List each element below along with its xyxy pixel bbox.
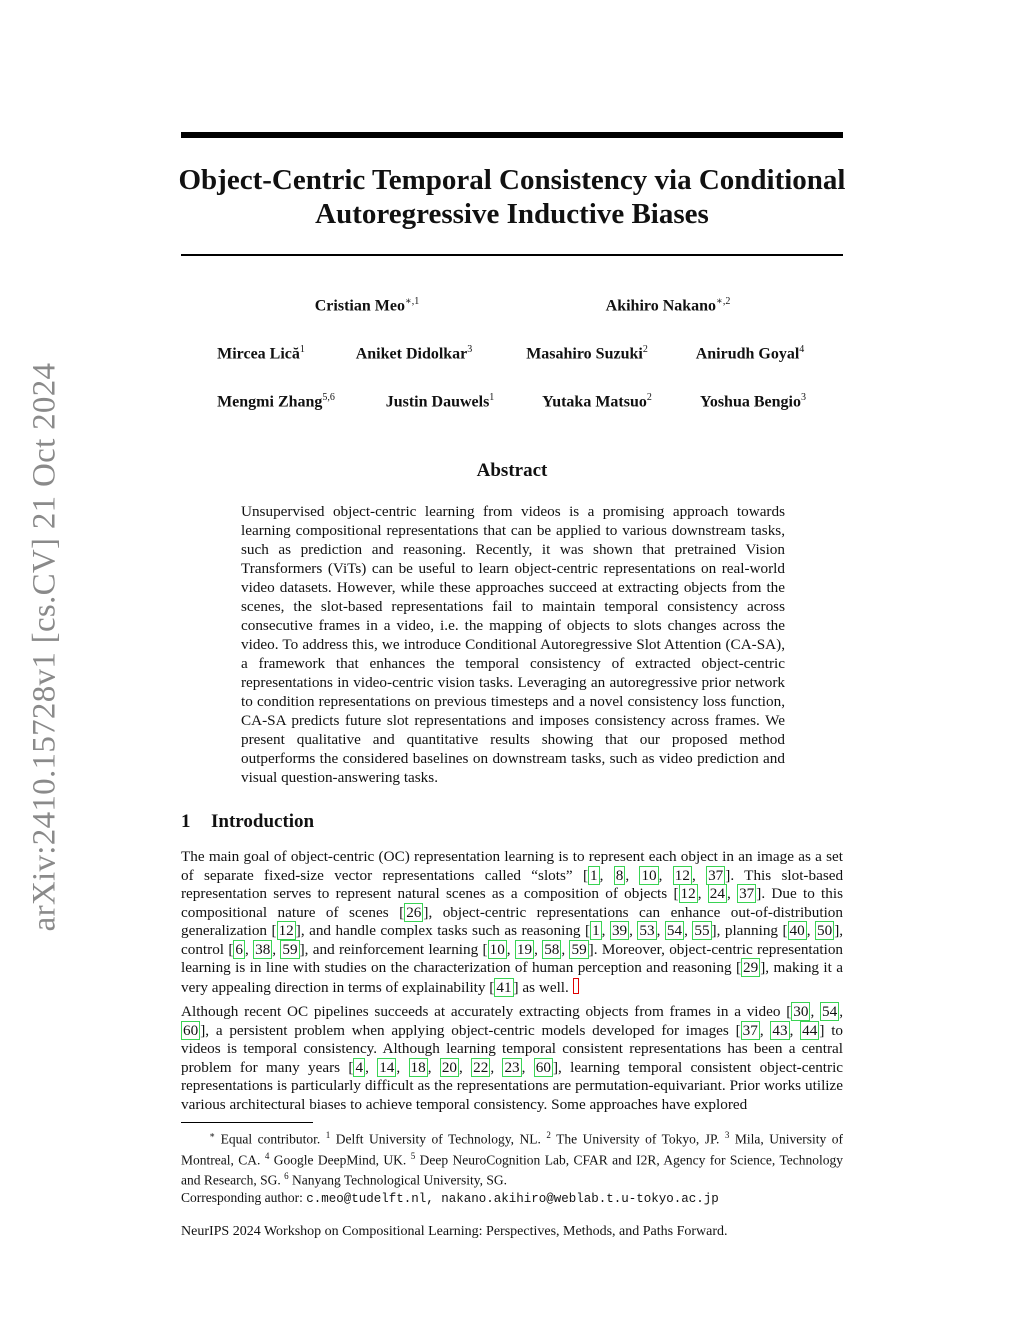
- citation-link[interactable]: 50: [817, 922, 833, 939]
- footnote-text: Delft University of Technology, NL.: [330, 1131, 547, 1147]
- author-affiliation: 3: [800, 392, 806, 403]
- citation-link[interactable]: 37: [708, 866, 724, 884]
- author-affiliation: 1: [299, 344, 305, 355]
- citation-link[interactable]: 40: [789, 922, 805, 939]
- text-run: , planning: [716, 922, 783, 939]
- footnote-marker: ∗: [209, 1130, 216, 1140]
- arxiv-identifier-text: arXiv:2410.15728v1 [cs.CV] 21 Oct 2024: [26, 362, 63, 932]
- citation-link[interactable]: 26: [406, 903, 422, 921]
- author-name: Yutaka Matsuo: [542, 393, 647, 411]
- author-affiliation: ∗,2: [716, 296, 731, 307]
- citation-group: [494, 978, 513, 997]
- title-top-rule: [181, 132, 843, 138]
- citation-link[interactable]: 38: [255, 940, 271, 958]
- author-affiliation: 4: [799, 344, 805, 355]
- citation-group: [741, 958, 760, 977]
- title-line-2: Autoregressive Inductive Biases: [315, 198, 709, 230]
- citation-link[interactable]: 43: [772, 1021, 788, 1039]
- footnote-affiliations: [181, 1127, 843, 1189]
- citation-group: 30 , 54 , 60: [183, 1003, 843, 1039]
- text-run: , and handle complex tasks such as reasoning: [300, 922, 585, 939]
- footnote-text: Mila, University of Montreal, CA.: [181, 1131, 844, 1167]
- text-run: . Due to this compositional nature of scenes: [181, 885, 844, 921]
- footnote-text: Google DeepMind, UK.: [269, 1152, 411, 1167]
- citation-group: 40 , 50: [789, 922, 833, 939]
- author: [217, 392, 335, 411]
- citation-group: 6 , 38 , 59: [235, 940, 298, 958]
- arxiv-identifier: [28, 352, 62, 942]
- citation-link[interactable]: 8: [615, 866, 624, 884]
- citation-link[interactable]: 53: [639, 922, 655, 939]
- author-name: Justin Dauwels: [385, 393, 490, 411]
- author-affiliation: 1: [489, 392, 495, 403]
- footnote-marker: 1: [325, 1130, 331, 1140]
- section-heading: [181, 811, 314, 833]
- citation-group: [404, 903, 423, 922]
- section-title: Introduction: [211, 811, 315, 832]
- citation-link[interactable]: 54: [666, 922, 683, 939]
- citation-group: 1 , 8 , 10 , 12 , 37: [590, 866, 724, 884]
- intro-paragraph-1: The main goal of object-centric (OC) representation learning is to represent each object in an image as a set of separate fixed-size vector representations called “slots” [ 1 , 8 , 10 , 12 , 37 ]. This slot-based representation serves to represent natural scenes as a composition of objects [ 12 , 24 , 37 ]. Due to this compositional nature of scenes [ 26 ], object-centric representations can enhance out-of-distribution generalization [ 12 ], and handle complex tasks such as reasoning [ 1 , 39 , 53 , 54 , 55 ], planning [ 40 , 50 ], control [ 6 , 38 , 59 ], and reinforcement learning [ 10 , 19 , 58 , 59 ]. Moreover, object-centric representation learning is in line with studies on the characterization of human perception and reasoning [ 29 ], making it a very appealing direction in terms of explainability [ 41 ] as well.: [181, 848, 844, 996]
- author-affiliation: 3: [467, 344, 473, 355]
- citation-link[interactable]: 23: [504, 1058, 520, 1076]
- citation-link[interactable]: 59: [571, 940, 587, 958]
- text-run: , object-centric representations can enhance out-of-distribution generalization: [181, 903, 843, 939]
- footnote-text: The University of Tokyo, JP.: [550, 1131, 725, 1147]
- footnote-text: Equal contributor.: [215, 1131, 326, 1147]
- footnote-marker: 2: [546, 1130, 551, 1140]
- author: [217, 344, 305, 363]
- text-run: as well.: [518, 978, 569, 996]
- author: [526, 344, 648, 363]
- footnote-text: Nanyang Technological University, SG.: [288, 1172, 507, 1188]
- author-name: Mircea Lică: [217, 345, 300, 363]
- author: [696, 344, 805, 363]
- corresponding-emails[interactable]: c.meo@tudelft.nl, nakano.akihiro@weblab.t.u-tokyo.ac.jp: [306, 1191, 719, 1206]
- paper-title: [150, 163, 874, 231]
- citation-link[interactable]: 18: [410, 1058, 426, 1076]
- footnote-rule: [181, 1122, 313, 1123]
- citation-group: 37 , 43 , 44: [742, 1021, 818, 1039]
- author: [542, 392, 652, 411]
- title-bottom-rule: [181, 254, 843, 256]
- author-name: Anirudh Goyal: [695, 345, 800, 363]
- section-number: 1: [181, 811, 191, 832]
- text-run: The main goal of object-centric (OC) representation learning is to represent each object in an image as a set of separate fixed-size vector representations called “slots”: [181, 848, 843, 884]
- author-affiliation: 2: [646, 392, 652, 403]
- citation-link[interactable]: 39: [611, 922, 628, 939]
- text-run: , a persistent problem when applying object-centric models developed for images: [205, 1021, 736, 1039]
- corresponding-label: Corresponding author:: [181, 1189, 307, 1205]
- citation-link[interactable]: 20: [441, 1058, 457, 1076]
- citation-link[interactable]: 55: [694, 922, 710, 939]
- citation-link[interactable]: 4: [355, 1058, 364, 1076]
- text-run: , learning temporal consistent object-centric representations is particularly difficult as the representations are permutation-equivariant. Prior works utilize various architectural biases to achieve temporal consistency. Some approaches have explored: [181, 1058, 844, 1113]
- citation-link[interactable]: 6: [235, 940, 243, 958]
- citation-link[interactable]: 60: [535, 1058, 551, 1076]
- citation-link[interactable]: 37: [739, 885, 755, 902]
- citation-link[interactable]: 41: [496, 978, 512, 996]
- footnote-marker: 6: [284, 1171, 289, 1181]
- citation-link[interactable]: 30: [793, 1003, 809, 1020]
- citation-link[interactable]: 1: [590, 866, 598, 884]
- abstract-heading: Abstract: [476, 460, 548, 481]
- citation-link[interactable]: 12: [680, 885, 696, 902]
- citation-link[interactable]: 24: [709, 885, 725, 902]
- author-name: Yoshua Bengio: [700, 393, 801, 411]
- citation-link[interactable]: 10: [641, 866, 657, 884]
- author-affiliation: 5,6: [322, 392, 335, 403]
- citation-group: [277, 921, 296, 940]
- citation-link[interactable]: 44: [802, 1021, 818, 1039]
- citation-group: 10 , 19 , 58 , 59: [489, 940, 587, 958]
- citation-link[interactable]: 29: [743, 959, 759, 976]
- footnote-text: Deep NeuroCognition Lab, CFAR and I2R, Agency for Science, Technology and Research, SG.: [181, 1152, 843, 1188]
- citation-link[interactable]: 12: [278, 922, 294, 939]
- footnote-marker: 5: [410, 1150, 416, 1161]
- author: [356, 344, 473, 363]
- text-run: . This slot-based representation serves to represent natural scenes as a composition of objects: [181, 866, 844, 902]
- citation-group: 4 , 14 , 18 , 20 , 22 , 23 , 60: [355, 1058, 551, 1076]
- citation-link[interactable]: 19: [516, 940, 533, 958]
- author-name: Cristian Meo: [314, 297, 405, 315]
- author-affiliation: 2: [642, 344, 648, 355]
- author-name: Masahiro Suzuki: [526, 345, 643, 363]
- author-name: Aniket Didolkar: [355, 345, 468, 363]
- author-name: Akihiro Nakano: [605, 297, 717, 315]
- author: [606, 296, 731, 315]
- footnote-link-box[interactable]: [573, 978, 579, 994]
- text-run: , control: [181, 922, 844, 958]
- intro-paragraph-2: Although recent OC pipelines succeeds at accurately extracting objects from frames in a video [ 30 , 54 , 60 ], a persistent problem when applying object-centric models developed for images [ 37 , 43 , 44 ] to videos is temporal consistency. Although learning temporal consistent representations has been a central problem for many years [ 4 , 14 , 18 , 20 , 22 , 23 , 60 ], learning temporal consistent object-centric representations is particularly difficult as the representations are permutation-equivariant. Prior works utilize various architectural biases to achieve temporal consistency. Some approaches have explored: [181, 1003, 844, 1113]
- citation-link[interactable]: 1: [592, 922, 600, 939]
- title-line-1: Object-Centric Temporal Consistency via Conditional: [178, 164, 846, 196]
- author-name: Mengmi Zhang: [217, 393, 323, 411]
- author-row-1: [181, 296, 843, 320]
- author: [386, 392, 495, 411]
- citation-link[interactable]: 60: [183, 1021, 199, 1039]
- citation-link[interactable]: 12: [674, 866, 690, 884]
- citation-group: 12 , 24 , 37: [680, 885, 755, 902]
- citation-link[interactable]: 14: [379, 1058, 395, 1076]
- text-run: Although recent OC pipelines succeeds at accurately extracting objects from frames in a video: [181, 1003, 787, 1020]
- corresponding-author: [181, 1189, 843, 1208]
- venue-footer: NeurIPS 2024 Workshop on Compositional Learning: Perspectives, Methods, and Paths Forward.: [181, 1224, 728, 1239]
- citation-link[interactable]: 59: [282, 940, 298, 958]
- author: [315, 296, 420, 315]
- citation-link[interactable]: 37: [742, 1021, 758, 1039]
- citation-link[interactable]: 54: [822, 1003, 838, 1020]
- text-run: , and reinforcement learning: [304, 940, 483, 958]
- text-run: . Moreover, object-centric representation learning is in line with studies on the characterization of human perception and reasoning: [181, 940, 844, 976]
- citation-link[interactable]: 58: [544, 940, 560, 958]
- author-row-2: [181, 344, 843, 368]
- footnote-marker: 3: [724, 1130, 730, 1140]
- text-run: , making it a very appealing direction in terms of explainability: [181, 959, 843, 996]
- footnote-marker: 4: [264, 1150, 270, 1161]
- citation-group: 1 , 39 , 53 , 54 , 55: [592, 922, 710, 939]
- abstract-text: Unsupervised object-centric learning from videos is a promising approach towards learning compositional representations that can be applied to various downstream tasks, such as prediction and reasoning. Recently, it was shown that pretrained Vision Transformers (ViTs) can be useful to learn object-centric representations on real-world video datasets. However, while these approaches succeed at extracting objects from the scenes, the slot-based representations fail to maintain temporal consistency across consecutive frames in a video, i.e. the mapping of objects to slots changes across the video. To address this, we introduce Conditional Autoregressive Slot Attention (CA-SA), a framework that enhances the temporal consistency of extracted object-centric representations in video-centric vision tasks. Leveraging an autoregressive prior network to condition representations on previous timesteps and a novel consistency loss function, CA-SA predicts future slot representations and imposes consistency across frames. We present qualitative and quantitative results showing that our proposed method outperforms the considered baselines on downstream tasks, such as video prediction and visual question-answering tasks.: [241, 503, 785, 786]
- citation-link[interactable]: 10: [489, 940, 505, 958]
- footnote: [181, 1127, 843, 1208]
- text-run: to videos is temporal consistency. Although learning temporal consistent representations has been a central problem for many years: [181, 1021, 844, 1076]
- author-row-3: [181, 392, 843, 416]
- citation-link[interactable]: 22: [473, 1058, 489, 1076]
- author-affiliation: ∗,1: [404, 296, 420, 307]
- author: [700, 392, 806, 411]
